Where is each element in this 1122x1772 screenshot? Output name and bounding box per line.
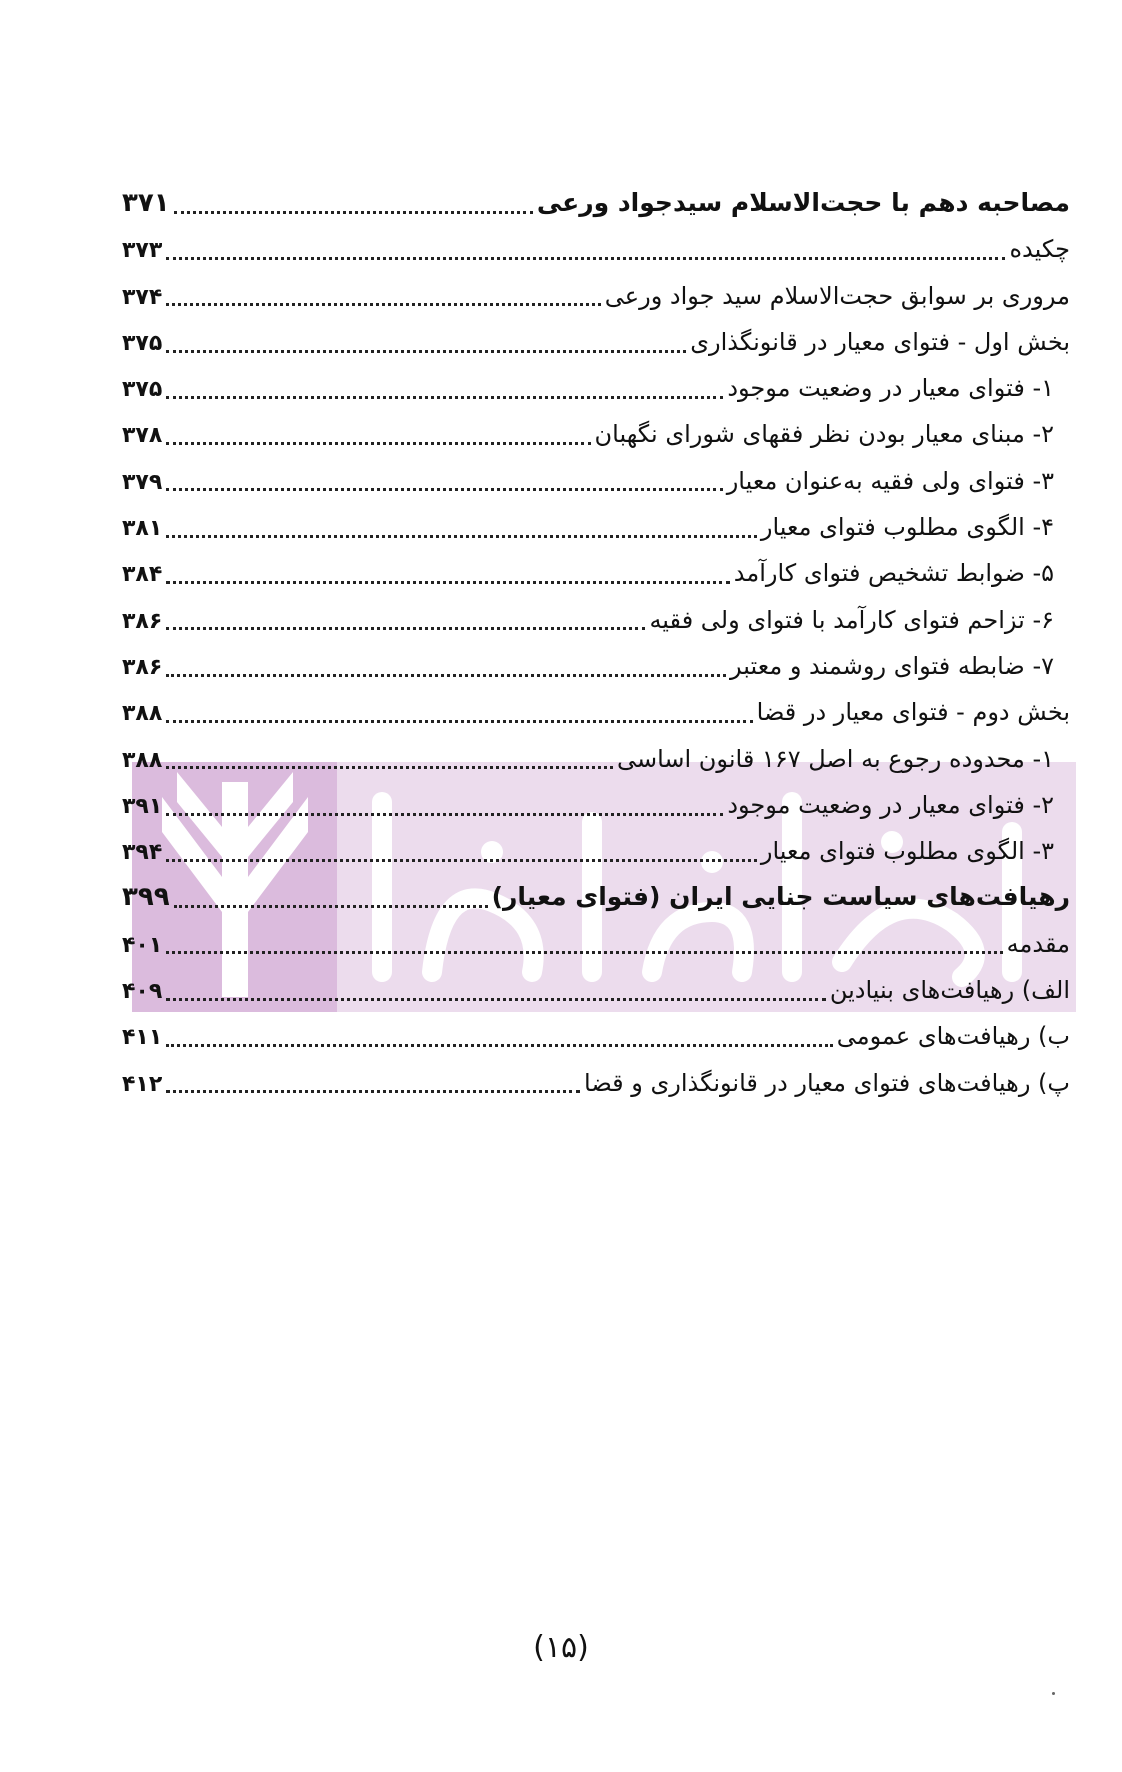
toc-entry bbox=[122, 597, 1070, 643]
toc-entry-title: ۱- محدوده رجوع به اصل ۱۶۷ قانون اساسی bbox=[616, 744, 1054, 773]
toc-leader-dots bbox=[166, 998, 826, 1001]
toc-leader-dots bbox=[166, 396, 723, 399]
toc-entry-page: ۳۷۴ bbox=[122, 284, 163, 310]
toc-leader-dots bbox=[166, 535, 757, 538]
toc-entry-page: ۴۰۱ bbox=[122, 932, 163, 958]
toc-leader-dots bbox=[166, 674, 726, 677]
toc-leader-dots bbox=[166, 627, 645, 630]
table-of-contents bbox=[122, 180, 1070, 1106]
toc-entry bbox=[122, 411, 1070, 457]
toc-entry bbox=[122, 226, 1070, 272]
toc-entry bbox=[122, 828, 1070, 874]
toc-entry-title: ۱- فتوای معیار در وضعیت موجود bbox=[727, 374, 1054, 403]
toc-entry bbox=[122, 550, 1070, 596]
toc-entry-title: مصاحبه دهم با حجت‌الاسلام سیدجواد ورعی bbox=[536, 188, 1070, 217]
toc-entry bbox=[122, 1013, 1070, 1059]
toc-entry-title: چکیده bbox=[1009, 235, 1070, 264]
toc-leader-dots bbox=[166, 720, 752, 723]
toc-entry-title: ۲- فتوای معیار در وضعیت موجود bbox=[727, 790, 1054, 819]
toc-leader-dots bbox=[166, 1090, 580, 1093]
toc-entry bbox=[122, 1060, 1070, 1106]
toc-leader-dots bbox=[166, 859, 757, 862]
toc-entry-page: ۳۷۱ bbox=[122, 188, 170, 218]
toc-entry-page: ۳۸۴ bbox=[122, 562, 163, 588]
toc-entry-page: ۳۸۸ bbox=[122, 701, 163, 727]
toc-leader-dots bbox=[174, 211, 533, 214]
toc-leader-dots bbox=[174, 905, 488, 908]
toc-entry-title: مروری بر سوابق حجت‌الاسلام سید جواد ورعی bbox=[604, 281, 1070, 310]
toc-entry-page: ۳۷۵ bbox=[122, 377, 163, 403]
toc-entry-title: ۲- مبنای معیار بودن نظر فقهای شورای نگهبان bbox=[594, 420, 1054, 449]
toc-entry-page: ۳۹۱ bbox=[122, 793, 163, 819]
toc-entry-page: ۳۷۹ bbox=[122, 469, 163, 495]
toc-entry-title: رهیافت‌های سیاست جنایی ایران (فتوای معیار) bbox=[491, 882, 1070, 912]
toc-leader-dots bbox=[166, 442, 590, 445]
toc-leader-dots bbox=[166, 813, 723, 816]
toc-entry-title: مقدمه bbox=[1006, 929, 1070, 958]
toc-entry-page: ۳۸۸ bbox=[122, 747, 163, 773]
toc-entry-title: الف) رهیافت‌های بنیادین bbox=[829, 976, 1070, 1005]
toc-leader-dots bbox=[166, 951, 1002, 954]
toc-entry-title: ۳- فتوای ولی فقیه به‌عنوان معیار bbox=[726, 466, 1054, 495]
toc-entry-title: بخش دوم - فتوای معیار در قضا bbox=[756, 698, 1070, 727]
scan-speck bbox=[1052, 1692, 1055, 1695]
toc-entry-title: پ) رهیافت‌های فتوای معیار در قانونگذاری و قضا bbox=[584, 1068, 1070, 1097]
toc-entry-page: ۳۹۹ bbox=[122, 882, 170, 913]
toc-leader-dots bbox=[166, 303, 600, 306]
toc-entry-page: ۴۰۹ bbox=[122, 979, 163, 1005]
toc-entry bbox=[122, 689, 1070, 735]
toc-entry-page: ۳۷۵ bbox=[122, 330, 163, 356]
toc-entry-title: ب) رهیافت‌های عمومی bbox=[836, 1022, 1070, 1051]
toc-entry-title: ۵- ضوابط تشخیص فتوای کارآمد bbox=[733, 559, 1054, 588]
toc-leader-dots bbox=[166, 488, 722, 491]
toc-entry-page: ۳۸۶ bbox=[122, 654, 163, 680]
toc-entry-page: ۳۷۳ bbox=[122, 238, 163, 264]
toc-entry bbox=[122, 458, 1070, 504]
toc-entry-title: ۷- ضابطه فتوای روشمند و معتبر bbox=[730, 651, 1054, 680]
toc-entry bbox=[122, 504, 1070, 550]
toc-entry-page: ۳۸۱ bbox=[122, 516, 163, 542]
toc-entry-page: ۴۱۲ bbox=[122, 1071, 163, 1097]
toc-entry bbox=[122, 365, 1070, 411]
toc-entry bbox=[122, 273, 1070, 319]
toc-entry-page: ۴۱۱ bbox=[122, 1025, 163, 1051]
toc-entry bbox=[122, 921, 1070, 967]
toc-entry-page: ۳۸۶ bbox=[122, 608, 163, 634]
toc-entry-page: ۳۷۸ bbox=[122, 423, 163, 449]
toc-entry bbox=[122, 319, 1070, 365]
toc-entry-title: ۳- الگوی مطلوب فتوای معیار bbox=[760, 837, 1054, 866]
toc-leader-dots bbox=[166, 766, 613, 769]
toc-leader-dots bbox=[166, 257, 1005, 260]
toc-entry-title: ۴- الگوی مطلوب فتوای معیار bbox=[760, 513, 1054, 542]
toc-entry bbox=[122, 967, 1070, 1013]
toc-entry bbox=[122, 180, 1070, 226]
toc-entry-title: بخش اول - فتوای معیار در قانونگذاری bbox=[690, 327, 1070, 356]
toc-entry-page: ۳۹۴ bbox=[122, 840, 163, 866]
page-number: (۱۵) bbox=[533, 1630, 589, 1665]
toc-leader-dots bbox=[166, 350, 686, 353]
toc-leader-dots bbox=[166, 1044, 832, 1047]
toc-entry bbox=[122, 643, 1070, 689]
toc-entry bbox=[122, 782, 1070, 828]
toc-entry bbox=[122, 874, 1070, 920]
toc-entry bbox=[122, 736, 1070, 782]
toc-leader-dots bbox=[166, 581, 729, 584]
toc-entry-title: ۶- تزاحم فتوای کارآمد با فتوای ولی فقیه bbox=[649, 605, 1054, 634]
